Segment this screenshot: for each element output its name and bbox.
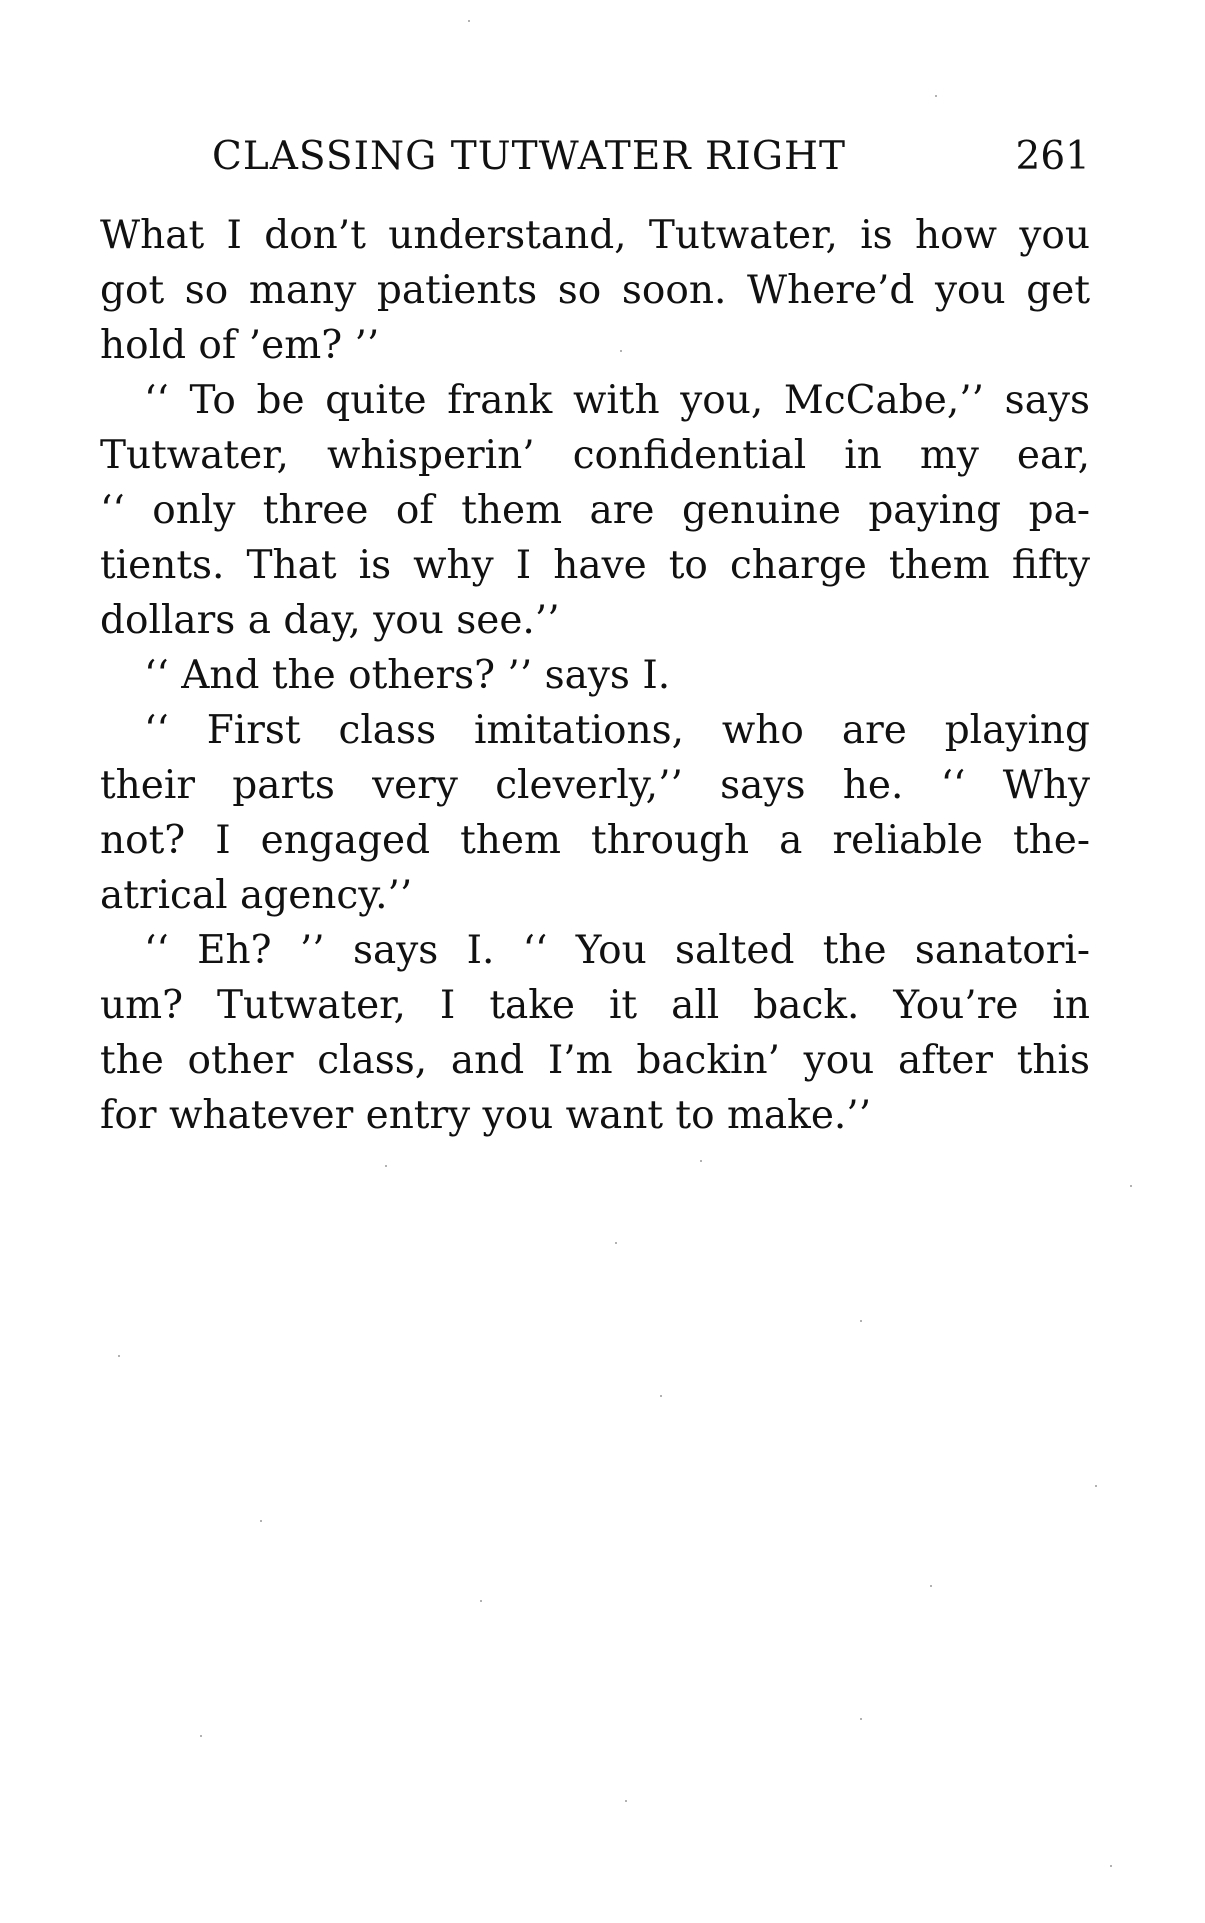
paper-speck — [480, 1600, 482, 1602]
paper-speck — [930, 1585, 932, 1587]
text-line: ‘‘ And the others? ’’ says I. — [144, 653, 671, 698]
paper-speck — [1110, 1865, 1112, 1867]
text-line: Tutwater, whisperin’ confidential in my ear, — [100, 433, 1090, 478]
paper-speck — [625, 1800, 627, 1802]
paper-speck — [1130, 1185, 1132, 1187]
paper-speck — [118, 1355, 120, 1357]
text-line: got so many patients so soon. Where’d you get — [100, 268, 1090, 313]
text-line: ‘‘ First class imitations, who are playing — [144, 708, 1090, 753]
page-number: 261 — [1015, 134, 1090, 179]
paper-speck — [935, 95, 937, 97]
text-line: tients. That is why I have to charge them fifty — [100, 543, 1090, 588]
paper-speck — [660, 1395, 662, 1397]
text-line: their parts very cleverly,’’ says he. ‘‘ Why — [100, 763, 1090, 808]
paper-speck — [860, 1718, 862, 1720]
running-title: CLASSING TUTWATER RIGHT — [212, 134, 846, 179]
text-line: not? I engaged them through a reliable the- — [100, 818, 1090, 863]
paper-speck — [620, 350, 622, 352]
text-line: atrical agency.’’ — [100, 873, 413, 918]
running-head — [100, 132, 1090, 182]
text-line: What I don’t understand, Tutwater, is how you — [100, 213, 1090, 258]
text-line: ‘‘ Eh? ’’ says I. ‘‘ You salted the sanatori- — [144, 928, 1090, 973]
text-line: ‘‘ To be quite frank with you, McCabe,’’ says — [144, 378, 1090, 423]
text-line: ‘‘ only three of them are genuine paying pa- — [100, 488, 1090, 533]
paper-speck — [1095, 1485, 1097, 1487]
text-line: dollars a day, you see.’’ — [100, 598, 560, 643]
text-line: for whatever entry you want to make.’’ — [100, 1093, 872, 1138]
paper-speck — [468, 20, 470, 22]
body-text — [100, 208, 1090, 1143]
paper-speck — [615, 1242, 617, 1244]
paper-speck — [200, 1735, 202, 1737]
paper-speck — [860, 1320, 862, 1322]
paper-speck — [385, 1165, 387, 1167]
text-line: the other class, and I’m backin’ you after this — [100, 1038, 1090, 1083]
paper-speck — [260, 1520, 262, 1522]
paper-speck — [700, 1160, 702, 1162]
text-line: hold of ’em? ’’ — [100, 323, 380, 368]
text-line: um? Tutwater, I take it all back. You’re in — [100, 983, 1090, 1028]
